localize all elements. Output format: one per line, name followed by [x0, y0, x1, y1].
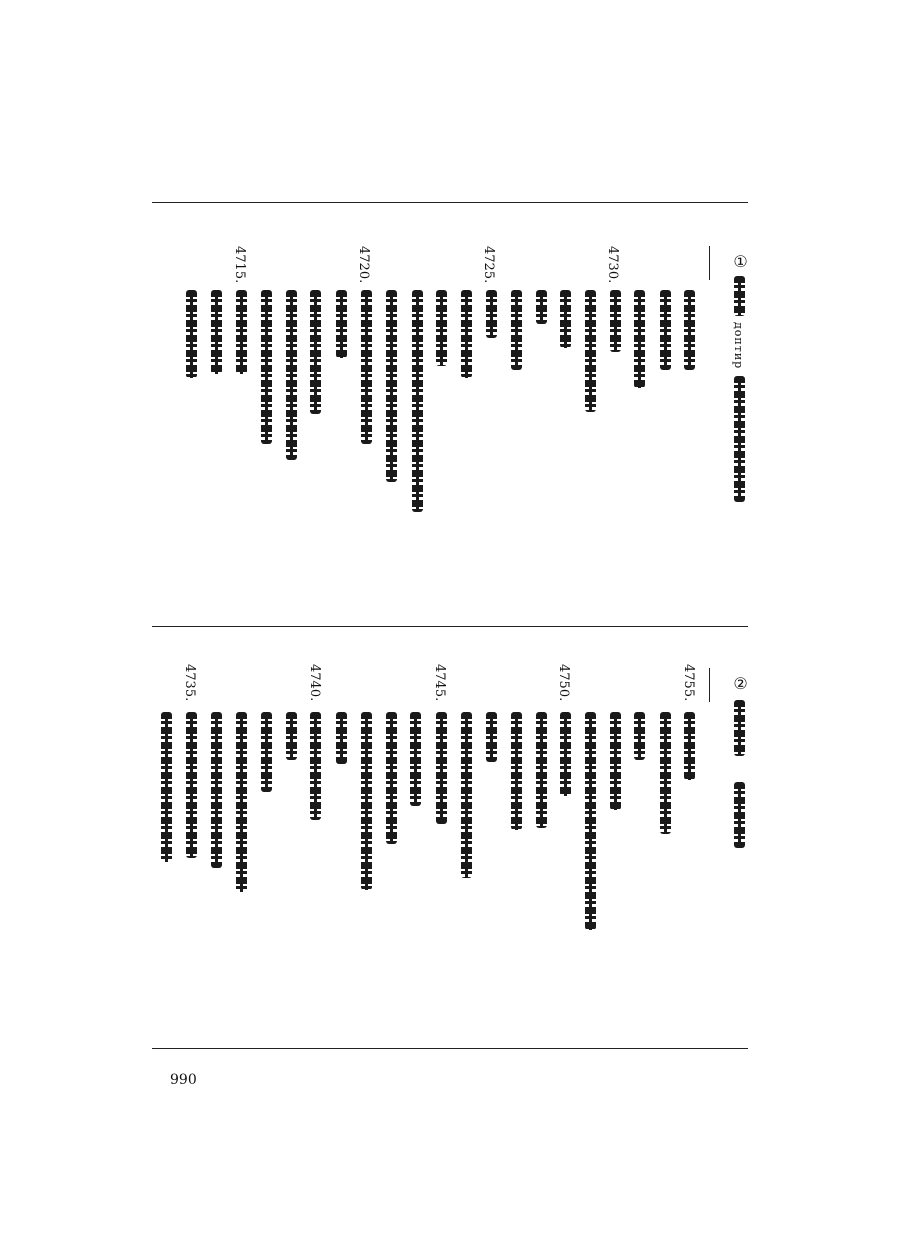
- mongolian-script-line: [610, 712, 621, 810]
- mongolian-script-line: [386, 712, 397, 844]
- mongolian-script-line: [236, 712, 247, 892]
- middle-rule: [152, 626, 748, 627]
- mongolian-script-line: [361, 290, 372, 444]
- mongolian-script-line: [361, 712, 372, 890]
- line-number: 4755.: [681, 664, 696, 702]
- line-number: 4730.: [605, 246, 620, 284]
- mongolian-script-line: [186, 712, 197, 858]
- mongolian-script-line: [734, 376, 745, 502]
- mongolian-script-line: [585, 712, 596, 930]
- mongolian-script-line: [634, 712, 645, 760]
- footnote-marker: ②: [731, 674, 750, 693]
- line-number: 4750.: [556, 664, 571, 702]
- line-number: 4720.: [356, 246, 371, 284]
- mongolian-script-line: [486, 290, 497, 338]
- mongolian-script-line: [412, 290, 423, 512]
- mongolian-script-line: [436, 712, 447, 824]
- mongolian-script-line: [310, 712, 321, 820]
- mongolian-script-line: [536, 712, 547, 828]
- bottom-rule: [152, 1048, 748, 1049]
- mongolian-script-line: [684, 712, 695, 780]
- mongolian-script-line: [336, 290, 347, 358]
- footnote-separator: [709, 246, 710, 280]
- page-number: 990: [170, 1072, 197, 1088]
- mongolian-script-line: [734, 782, 745, 848]
- mongolian-script-line: [386, 290, 397, 482]
- mongolian-script-line: [261, 290, 272, 444]
- line-number: 4745.: [432, 664, 447, 702]
- mongolian-script-line: [211, 712, 222, 868]
- mongolian-script-line: [511, 712, 522, 830]
- mongolian-script-line: [734, 700, 745, 756]
- mongolian-script-line: [286, 712, 297, 760]
- mongolian-script-line: [261, 712, 272, 792]
- line-number: 4740.: [307, 664, 322, 702]
- footnote-marker: ①: [731, 252, 750, 271]
- line-number: 4735.: [182, 664, 197, 702]
- mongolian-script-line: [336, 712, 347, 764]
- mongolian-script-line: [461, 290, 472, 378]
- mongolian-script-line: [310, 290, 321, 414]
- mongolian-script-line: [585, 290, 596, 412]
- mongolian-script-line: [734, 276, 745, 316]
- mongolian-script-line: [610, 290, 621, 352]
- mongolian-script-line: [560, 712, 571, 796]
- mongolian-script-line: [410, 712, 421, 806]
- mongolian-script-line: [211, 290, 222, 374]
- mongolian-script-line: [660, 712, 671, 834]
- mongolian-script-line: [436, 290, 447, 366]
- top-rule: [152, 202, 748, 203]
- mongolian-script-line: [560, 290, 571, 348]
- mongolian-script-line: [634, 290, 645, 388]
- line-number: 4725.: [481, 246, 496, 284]
- mongolian-script-line: [186, 290, 197, 378]
- mongolian-script-line: [161, 712, 172, 862]
- footnote-separator: [709, 668, 710, 702]
- mongolian-script-line: [236, 290, 247, 374]
- mongolian-script-line: [286, 290, 297, 460]
- mongolian-script-line: [511, 290, 522, 370]
- footnote-text: доптир: [732, 322, 745, 370]
- mongolian-script-line: [660, 290, 671, 370]
- mongolian-script-line: [536, 290, 547, 324]
- line-number: 4715.: [232, 246, 247, 284]
- mongolian-script-line: [486, 712, 497, 762]
- mongolian-script-line: [461, 712, 472, 878]
- mongolian-script-line: [684, 290, 695, 370]
